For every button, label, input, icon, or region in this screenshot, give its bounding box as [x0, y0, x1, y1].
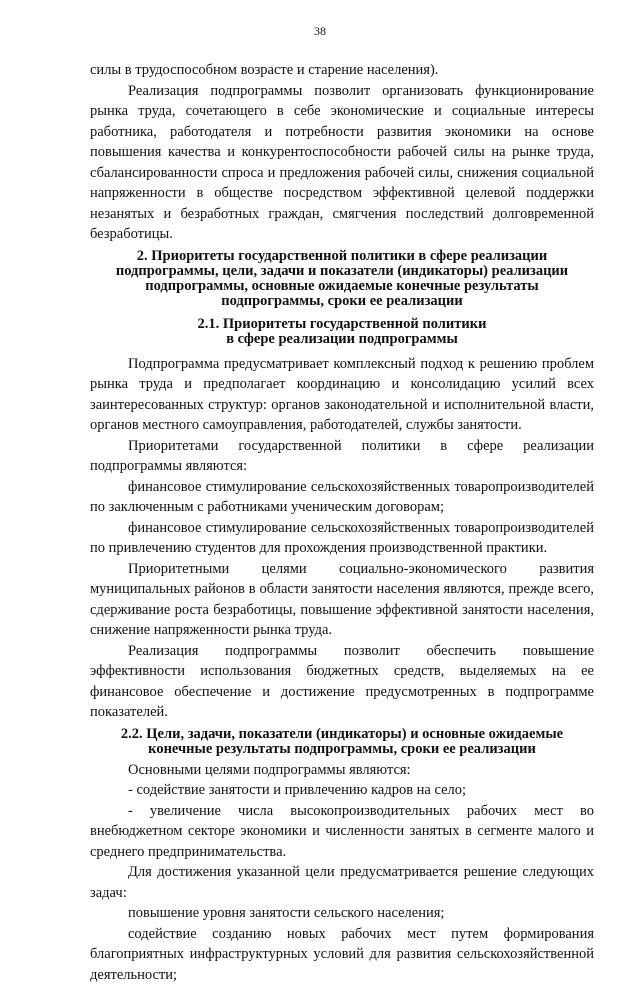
page-number: 38	[0, 24, 640, 38]
heading-line: конечные результаты подпрограммы, сроки ее реализации	[90, 742, 594, 757]
paragraph: финансовое стимулирование сельскохозяйственных товаропроизводителей по привлечению студентов для прохождения производственной практики.	[90, 518, 594, 559]
heading-line: 2. Приоритеты государственной политики в сфере реализации	[90, 249, 594, 264]
list-item: содействие созданию новых рабочих мест путем формирования благоприятных инфраструктурных условий для развития сельскохозяйственной деятельности;	[90, 924, 594, 985]
paragraph: Приоритетными целями социально-экономического развития муниципальных районов в области занятости населения являются, прежде всего, сдерживание роста безработицы, повышение эффективной занятости населения, снижение напряженности рынка труда.	[90, 559, 594, 641]
paragraph: Подпрограмма предусматривает комплексный подход к решению проблем рынка труда и предполагает координацию и консолидацию усилий всех заинтересованных структур: органов законодательной и исполнительной власти, органов местного самоуправления, работодателей, службы занятости.	[90, 354, 594, 436]
document-body	[90, 60, 594, 985]
paragraph: Для достижения указанной цели предусматривается решение следующих задач:	[90, 862, 594, 903]
heading-line: 2.2. Цели, задачи, показатели (индикаторы) и основные ожидаемые	[90, 727, 594, 742]
paragraph: финансовое стимулирование сельскохозяйственных товаропроизводителей по заключенным с работниками ученическим договорам;	[90, 477, 594, 518]
paragraph: Основными целями подпрограммы являются:	[90, 760, 594, 781]
heading-line: подпрограммы, основные ожидаемые конечные результаты	[90, 279, 594, 294]
heading-line: подпрограммы, сроки ее реализации	[90, 294, 594, 309]
heading-line: подпрограммы, цели, задачи и показатели (индикаторы) реализации	[90, 264, 594, 279]
section-heading-2-2	[90, 726, 594, 760]
heading-line: в сфере реализации подпрограммы	[90, 332, 594, 347]
list-item: - содействие занятости и привлечению кадров на село;	[90, 780, 594, 801]
list-item: повышение уровня занятости сельского населения;	[90, 903, 594, 924]
list-item: - увеличение числа высокопроизводительных рабочих мест во внебюджетном секторе экономики и численности занятых в сегменте малого и среднего предпринимательства.	[90, 801, 594, 863]
paragraph: Реализация подпрограммы позволит организовать функционирование рынка труда, сочетающего в себе экономические и социальные интересы работника, работодателя и потребности развития экономики на основе повышения качества и конкурентоспособности рабочей силы на рынке труда, сбалансированности спроса и предложения рабочей силы, снижения социальной напряженности в обществе посредством эффективной целевой поддержки незанятых и безработных граждан, смягчения последствий долговременной безработицы.	[90, 81, 594, 245]
section-heading-2	[90, 248, 594, 312]
section-heading-2-1	[90, 316, 594, 350]
paragraph: Приоритетами государственной политики в сфере реализации подпрограммы являются:	[90, 436, 594, 477]
paragraph: Реализация подпрограммы позволит обеспечить повышение эффективности использования бюджетных средств, выделяемых на ее финансовое обеспечение и достижение предусмотренных в подпрограмме показателей.	[90, 641, 594, 723]
heading-line: 2.1. Приоритеты государственной политики	[90, 317, 594, 332]
paragraph: силы в трудоспособном возрасте и старение населения).	[90, 60, 594, 81]
